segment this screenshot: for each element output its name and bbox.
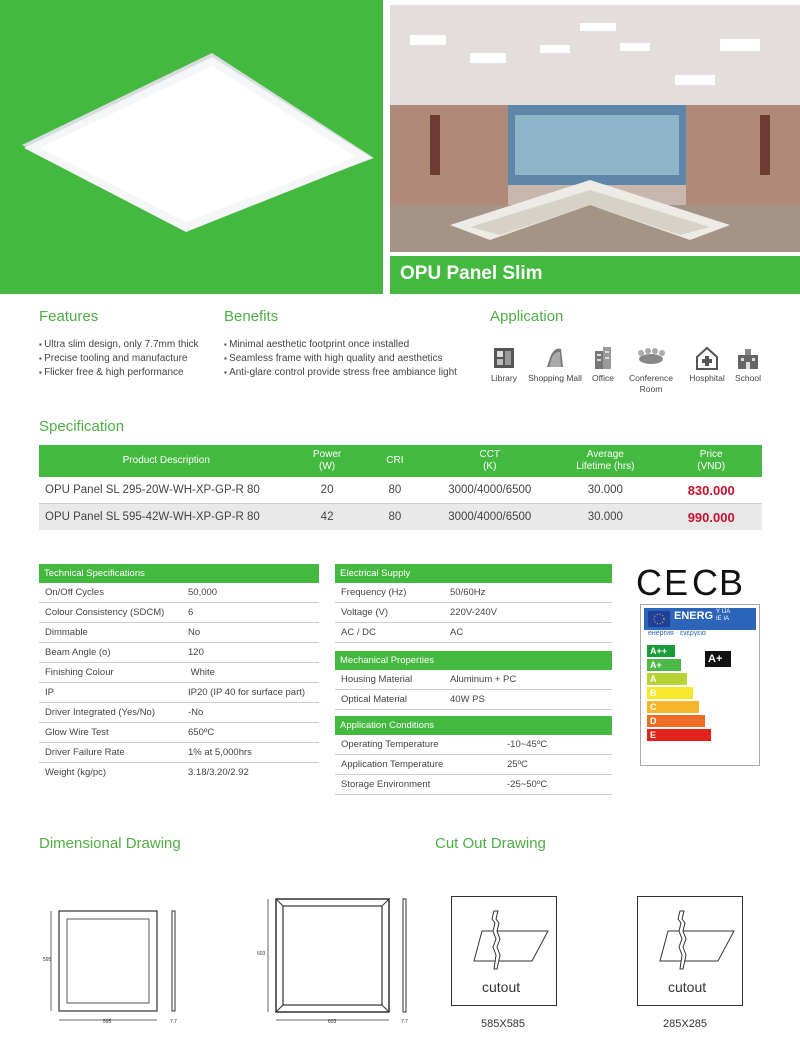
application-conditions-table: [335, 716, 612, 795]
list-item: ▪ Ultra slim design, only 7.7mm thick: [39, 338, 199, 352]
mechanical-heading: Mechanical Properties: [335, 651, 612, 670]
table-row: Application Temperature 25ºC: [335, 755, 612, 775]
panel-side-profile: [402, 898, 408, 1013]
table-row: Dimmable No: [39, 623, 319, 643]
dimension-line: [265, 898, 271, 1013]
conference-room-icon: [636, 345, 666, 371]
eu-flag-icon: [648, 611, 670, 627]
application-hospital: Hosphital: [677, 345, 737, 384]
cutout-drawing-585: [451, 896, 557, 1006]
mechanical-properties-table: [335, 651, 612, 710]
specification-heading: Specification: [39, 418, 125, 435]
features-heading: Features: [39, 308, 99, 325]
table-header: [39, 445, 762, 477]
list-item: ▪ Seamless frame with high quality and aesthetics: [224, 352, 457, 366]
hero-product-image: [0, 0, 383, 294]
cutout-size: 585X585: [481, 1018, 526, 1030]
table-row: On/Off Cycles 50,000: [39, 583, 319, 603]
cb-mark: CB: [692, 562, 745, 603]
cutout-icon: [656, 909, 736, 974]
hero-room-photo: [390, 5, 800, 252]
list-item: ▪ Flicker free & high performance: [39, 366, 199, 380]
energy-class-bar: D: [647, 715, 705, 727]
technical-heading: Technical Specifications: [39, 564, 319, 583]
cutout-label: cutout: [482, 979, 521, 995]
energy-class-bar: C: [647, 701, 699, 713]
product-title-bar: [390, 256, 800, 294]
table-row: Driver Failure Rate 1% at 5,000hrs: [39, 743, 319, 763]
conditions-heading: Application Conditions: [335, 716, 612, 735]
col-lifetime: Average Lifetime (hrs): [550, 445, 660, 477]
application-school: School: [718, 345, 778, 384]
energy-label-header: ENERG Y IJA IE IA енергия · ενεργεια: [644, 608, 756, 630]
table-row: Driver Integrated (Yes/No) -No: [39, 703, 319, 723]
cutout-icon: [470, 909, 550, 974]
application-shopping-mall: Shopping Mall: [525, 345, 585, 384]
panel-outline-drawing: [58, 910, 158, 1015]
energy-class-bar: E: [647, 729, 711, 741]
col-price: Price (VND): [660, 445, 762, 477]
col-description: Product Description: [39, 445, 294, 477]
dimensional-drawing-603: 603 603 7.7: [255, 893, 420, 1030]
cutout-label: cutout: [668, 979, 707, 995]
energy-label: [640, 604, 760, 766]
technical-specifications-table: [39, 564, 319, 782]
list-item: ▪ Precise tooling and manufacture: [39, 352, 199, 366]
list-item: ▪ Minimal aesthetic footprint once installed: [224, 338, 457, 352]
table-row: IP IP20 (IP 40 for surface part): [39, 683, 319, 703]
product-title: OPU Panel Slim: [400, 263, 543, 284]
price-value: 830.000: [660, 477, 762, 504]
energy-class-bar: A: [647, 673, 687, 685]
application-office: Office: [573, 345, 633, 384]
table-row: AC / DC AC: [335, 623, 612, 643]
table-row: Frequency (Hz) 50/60Hz: [335, 583, 612, 603]
dimensional-drawing-595: 595 595 7.7: [40, 905, 190, 1030]
energy-class-bar: A+: [647, 659, 681, 671]
panel-outline-drawing: [275, 898, 390, 1013]
application-conference-room: Conference Room: [621, 345, 681, 395]
price-value: 990.000: [660, 504, 762, 531]
panel-side-profile: [171, 910, 177, 1015]
col-cri: CRI: [361, 445, 430, 477]
shopping-mall-icon: [543, 345, 567, 371]
col-power: Power (W): [294, 445, 361, 477]
table-row: Voltage (V) 220V-240V: [335, 603, 612, 623]
table-row: Housing Material Aluminum + PC: [335, 670, 612, 690]
application-heading: Application: [490, 308, 564, 325]
specification-table: [39, 445, 762, 530]
energy-rating-badge: A+: [705, 651, 731, 667]
energy-class-bar: A++: [647, 645, 675, 657]
table-row: Glow Wire Test 650ºC: [39, 723, 319, 743]
school-icon: [736, 345, 760, 371]
table-row: Operating Temperature -10~45ºC: [335, 735, 612, 755]
hospital-icon: [695, 345, 719, 371]
table-row: Weight (kg/pc) 3.18/3.20/2.92: [45, 767, 249, 778]
benefits-heading: Benefits: [224, 308, 279, 325]
application-library: Library: [474, 345, 534, 384]
library-icon: [492, 345, 516, 371]
table-row: OPU Panel SL 295-20W-WH-XP-GP-R 80 20 80 3000/4000/6500 30.000 830.000: [39, 477, 762, 504]
features-list: [39, 338, 199, 380]
table-row: Optical Material 40W PS: [335, 690, 612, 710]
table-row: OPU Panel SL 595-42W-WH-XP-GP-R 80 42 80 3000/4000/6500 30.000 990.000: [39, 504, 762, 531]
cutout-drawing-285: [637, 896, 743, 1006]
cutout-heading: Cut Out Drawing: [435, 835, 546, 852]
energy-class-bar: B: [647, 687, 693, 699]
table-row: Colour Consistency (SDCM) 6: [39, 603, 319, 623]
table-row: Finishing Colour White: [39, 663, 319, 683]
cutout-size: 285X285: [663, 1018, 708, 1030]
benefits-list: [224, 338, 457, 380]
table-row: Storage Environment -25~50ºC: [335, 775, 612, 795]
electrical-supply-table: [335, 564, 612, 643]
office-icon: [591, 345, 615, 371]
dimensional-heading: Dimensional Drawing: [39, 835, 181, 852]
table-row: Beam Angle (o) 120: [39, 643, 319, 663]
electrical-heading: Electrical Supply: [335, 564, 612, 583]
ce-mark: CE: [636, 562, 691, 603]
list-item: ▪ Anti-glare control provide stress free ambiance light: [224, 366, 457, 380]
col-cct: CCT (K): [429, 445, 550, 477]
